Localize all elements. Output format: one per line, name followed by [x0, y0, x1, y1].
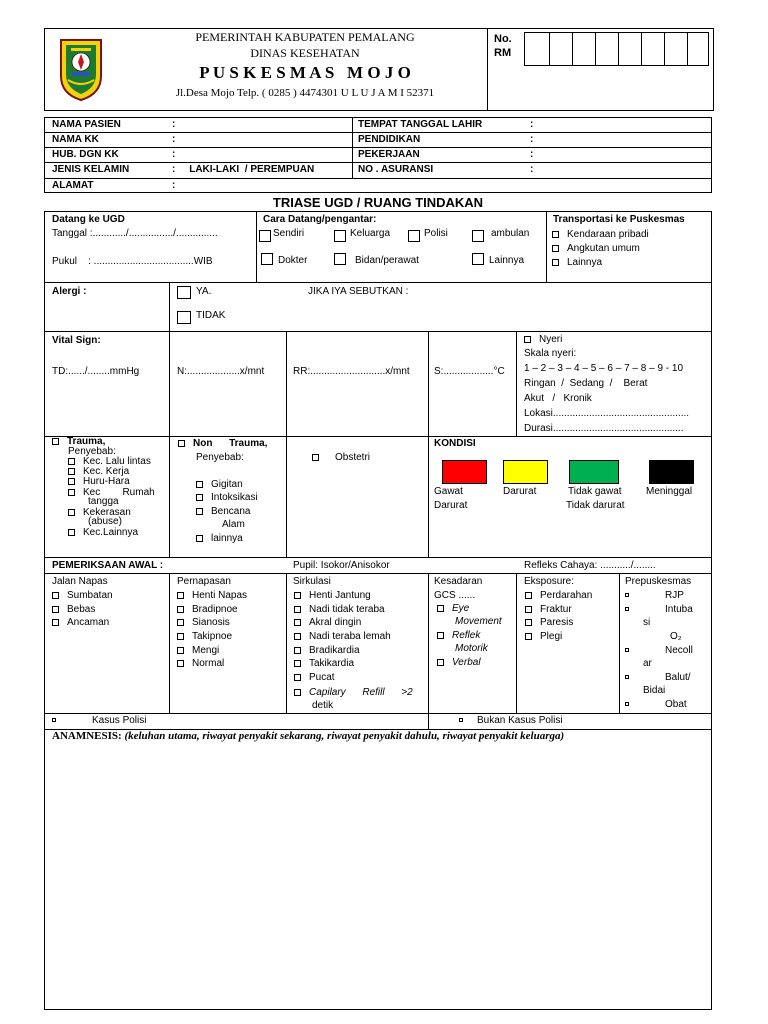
checkbox-icon	[625, 607, 629, 611]
row-line	[44, 557, 712, 558]
head-of-family-label: NAMA KK	[52, 134, 99, 145]
checkbox-icon	[294, 592, 301, 599]
arrival-date-field[interactable]: Tanggal :............/................/...............	[52, 228, 218, 239]
allergy-specify-label: JIKA IYA SEBUTKAN :	[308, 286, 409, 297]
obstetric-label: Obstetri	[335, 452, 371, 463]
head-of-family-field[interactable]: :	[172, 134, 176, 145]
trauma-violence-label: Kekerasan	[83, 507, 131, 518]
breathing-arrest-label: Henti Napas	[192, 590, 248, 601]
non-trauma-other-option[interactable]	[196, 533, 243, 545]
gcs-verbal-label: Verbal	[452, 657, 481, 668]
checkbox-icon	[294, 633, 301, 640]
non-trauma-label: Non Trauma,	[193, 438, 268, 449]
col-line	[169, 573, 170, 713]
checkbox-icon	[68, 478, 75, 485]
police-case-label: Kasus Polisi	[92, 715, 147, 726]
pre-cpr-label: RJP	[665, 590, 684, 601]
col-line	[286, 436, 287, 557]
breathing-tachy-label: Takipnoe	[192, 631, 233, 642]
pain-label: Nyeri	[539, 334, 563, 345]
breathing-brady-label: Bradipnoe	[192, 604, 238, 615]
checkbox-icon	[294, 674, 301, 681]
row-line	[44, 436, 712, 437]
escort-police-checkbox[interactable]	[408, 230, 420, 242]
breathing-cyanosis-option[interactable]	[177, 617, 230, 629]
circulation-arrest-label: Henti Jantung	[309, 590, 371, 601]
condition-yellow-swatch[interactable]	[503, 460, 548, 484]
not-police-case-label: Bukan Kasus Polisi	[477, 715, 563, 726]
breathing-wheeze-option[interactable]	[177, 645, 219, 657]
airway-obstructed-label: Sumbatan	[67, 590, 113, 601]
allergy-label: Alergi :	[52, 286, 87, 297]
checkbox-icon	[177, 647, 184, 654]
trauma-violence-cont: (abuse)	[88, 516, 122, 527]
temperature-field[interactable]: S:..................°C	[434, 366, 505, 377]
gender-label: JENIS KELAMIN	[52, 164, 130, 175]
checkbox-icon	[437, 632, 444, 639]
anamnesis-label: ANAMNESIS:	[52, 730, 122, 742]
pre-intubation-cont: si	[643, 617, 651, 628]
circulation-brady-label: Bradikardia	[309, 645, 360, 656]
checkbox-icon	[552, 259, 559, 266]
pre-bandage-option[interactable]	[625, 672, 691, 684]
address-label: ALAMAT	[52, 180, 94, 191]
gcs-verbal-option[interactable]	[437, 657, 481, 669]
checkbox-icon	[437, 659, 444, 666]
rm-label-rm: RM	[494, 47, 512, 59]
checkbox-icon	[52, 619, 59, 626]
airway-threat-option[interactable]	[52, 617, 109, 629]
anamnesis-heading	[52, 730, 564, 743]
checkbox-icon	[196, 494, 203, 501]
circulation-title: Sirkulasi	[293, 576, 331, 587]
circulation-cold-option[interactable]	[294, 617, 361, 629]
checkbox-icon	[552, 231, 559, 238]
trauma-label: Trauma,	[67, 436, 106, 447]
checkbox-icon	[625, 648, 629, 652]
row-line	[44, 162, 712, 163]
airway-threat-label: Ancaman	[67, 617, 110, 628]
exposure-bleeding-label: Perdarahan	[540, 590, 593, 601]
exposure-fracture-option[interactable]	[525, 604, 572, 616]
non-trauma-option[interactable]	[178, 438, 267, 450]
escort-ambulance-label: ambulan	[491, 228, 530, 239]
trauma-work-label: Kec. Kerja	[83, 466, 130, 477]
pain-intensity[interactable]: Ringan / Sedang / Berat	[524, 378, 648, 389]
condition-black-label: Meninggal	[646, 486, 693, 497]
gender-field[interactable]: : LAKI-LAKI / PEREMPUAN	[172, 164, 315, 175]
row-line	[44, 132, 712, 133]
pupil-field[interactable]: Pupil: Isokor/Anisokor	[293, 560, 390, 571]
address-field[interactable]: :	[172, 180, 176, 191]
gcs-motor-label: Reflek	[452, 630, 481, 641]
exam-title: PEMERIKSAAN AWAL :	[52, 560, 164, 571]
pre-collar-label: Necoll	[665, 645, 693, 656]
checkbox-icon	[294, 660, 301, 667]
col-line	[169, 282, 170, 331]
circulation-tachy-label: Takikardia	[309, 658, 355, 669]
circulation-pale-label: Pucat	[309, 672, 335, 683]
trauma-cause-label: Penyebab:	[68, 446, 116, 457]
non-trauma-intox-option[interactable]	[196, 492, 258, 504]
non-trauma-disaster-label: Bencana	[211, 506, 251, 517]
col-line	[428, 713, 429, 730]
escort-doctor-checkbox[interactable]	[261, 253, 273, 265]
transport-other-label: Lainnya	[567, 257, 603, 268]
col-line	[546, 211, 547, 282]
pre-intubation-option[interactable]	[625, 604, 693, 616]
col-line	[169, 331, 170, 436]
arrival-time-field[interactable]: Pukul : ....................................WIB	[52, 256, 213, 267]
row-line	[44, 282, 712, 283]
breathing-cyanosis-label: Sianosis	[192, 617, 230, 628]
rm-cell-line	[641, 32, 642, 66]
circulation-cold-label: Akral dingin	[309, 617, 362, 628]
pain-type[interactable]: Akut / Kronik	[524, 393, 592, 404]
breathing-wheeze-label: Mengi	[192, 645, 220, 656]
col-line	[516, 573, 517, 713]
col-line	[428, 331, 429, 436]
escort-self-checkbox[interactable]	[259, 230, 271, 242]
pre-cpr-option[interactable]	[625, 590, 684, 602]
checkbox-icon	[625, 675, 629, 679]
trauma-other-option[interactable]	[68, 527, 138, 539]
pre-bandage-label: Balut/	[665, 672, 691, 683]
checkbox-icon	[177, 592, 184, 599]
non-trauma-intox-label: Intoksikasi	[211, 492, 258, 503]
col-line	[428, 436, 429, 557]
condition-black-swatch[interactable]	[649, 460, 694, 484]
circulation-nopulse-label: Nadi tidak teraba	[309, 604, 385, 615]
circulation-brady-option[interactable]	[294, 645, 360, 657]
circulation-weak-option[interactable]	[294, 631, 391, 643]
rm-cell-line	[572, 32, 573, 66]
pain-duration-field[interactable]: Durasi...............................................	[524, 423, 684, 434]
checkbox-icon	[294, 619, 301, 626]
obstetric-option[interactable]	[312, 452, 370, 464]
condition-yellow-label: Darurat	[503, 486, 537, 497]
checkbox-icon	[552, 245, 559, 252]
pulse-field[interactable]: N:...................x/mnt	[177, 366, 265, 377]
circulation-crt-option[interactable]	[294, 687, 413, 699]
non-trauma-cause-label: Penyebab:	[196, 452, 244, 463]
trauma-riot-label: Huru-Hara	[83, 476, 130, 487]
transport-other-option[interactable]	[552, 257, 602, 269]
condition-green-label-1: Tidak gawat	[568, 486, 622, 497]
vital-title: Vital Sign:	[52, 335, 101, 346]
checkbox-icon	[178, 440, 185, 447]
non-trauma-bite-label: Gigitan	[211, 479, 243, 490]
rm-cell-line	[618, 32, 619, 66]
checkbox-icon	[68, 509, 75, 516]
allergy-yes-checkbox[interactable]	[177, 286, 191, 299]
checkbox-icon	[52, 606, 59, 613]
breathing-brady-option[interactable]	[177, 604, 238, 616]
rm-cell-line	[664, 32, 665, 66]
rm-cell-line	[549, 32, 550, 66]
not-police-case-option[interactable]	[459, 715, 563, 727]
gcs-motor-option[interactable]	[437, 630, 480, 642]
col-line	[169, 436, 170, 557]
checkbox-icon	[177, 619, 184, 626]
address-line: Jl.Desa Mojo Telp. ( 0285 ) 4474301 U L U J A M I 52371	[175, 87, 435, 99]
pain-option[interactable]	[524, 334, 562, 346]
rm-cell-line	[595, 32, 596, 66]
escort-police-label: Polisi	[424, 228, 448, 239]
circulation-nopulse-option[interactable]	[294, 604, 385, 616]
insurance-label: NO . ASURANSI	[358, 164, 434, 175]
escort-doctor-label: Dokter	[278, 255, 308, 266]
triage-title: TRIASE UGD / RUANG TINDAKAN	[272, 195, 484, 210]
pain-scale-label: Skala nyeri:	[524, 348, 577, 359]
insurance-field[interactable]: :	[530, 164, 534, 175]
arrival-title: Datang ke UGD	[52, 214, 125, 225]
trauma-traffic-label: Kec. Lalu lintas	[83, 456, 151, 467]
patient-col-divider	[352, 117, 353, 179]
transport-private-option[interactable]	[552, 229, 649, 241]
checkbox-icon	[294, 647, 301, 654]
col-line	[286, 573, 287, 713]
transport-private-label: Kendaraan pribadi	[567, 229, 649, 240]
exposure-paresis-option[interactable]	[525, 617, 573, 629]
escort-family-checkbox[interactable]	[334, 230, 346, 242]
rm-label-no: No.	[494, 33, 512, 45]
airway-clear-label: Bebas	[67, 604, 96, 615]
education-label: PENDIDIKAN	[358, 134, 421, 145]
exposure-paresis-label: Paresis	[540, 617, 574, 628]
patient-name-label: NAMA PASIEN	[52, 119, 121, 130]
escort-self-label: Sendiri	[273, 228, 305, 239]
condition-red-label-1: Gawat	[434, 486, 463, 497]
rm-divider	[487, 28, 488, 111]
trauma-other-label: Kec.Lainnya	[83, 527, 139, 538]
checkbox-icon	[52, 592, 59, 599]
escort-midwife-checkbox[interactable]	[334, 253, 346, 265]
prepuskesmas-title: Prepuskesmas	[625, 576, 692, 587]
trauma-home-label: Kec Rumah	[83, 487, 155, 498]
escort-ambulance-checkbox[interactable]	[472, 230, 484, 242]
gov-line: PEMERINTAH KABUPATEN PEMALANG	[195, 30, 415, 44]
checkbox-icon	[524, 336, 531, 343]
relation-field[interactable]: :	[172, 149, 176, 160]
police-case-option[interactable]	[52, 715, 146, 727]
breathing-tachy-option[interactable]	[177, 631, 232, 643]
gcs-eye-label: Eye	[452, 603, 470, 614]
circulation-weak-label: Nadi teraba lemah	[309, 631, 391, 642]
circulation-pale-option[interactable]	[294, 672, 335, 684]
exposure-title: Eksposure:	[524, 576, 575, 587]
pre-medicine-option[interactable]	[625, 699, 687, 711]
pre-oxygen-label: O₂	[670, 631, 682, 642]
checkbox-icon	[437, 605, 444, 612]
gcs-field[interactable]: GCS ......	[434, 590, 476, 601]
birth-label: TEMPAT TANGGAL LAHIR	[358, 119, 483, 130]
row-line	[44, 573, 712, 574]
row-line	[44, 713, 712, 714]
transport-public-label: Angkutan umum	[567, 243, 640, 254]
escort-midwife-label: Bidan/perawat	[355, 255, 419, 266]
col-line	[428, 573, 429, 713]
blood-pressure-field[interactable]: TD:....../........mmHg	[52, 366, 140, 377]
checkbox-icon	[625, 702, 629, 706]
condition-red-label-2: Darurat	[434, 500, 468, 511]
row-line	[44, 147, 712, 148]
checkbox-icon	[68, 529, 75, 536]
pain-scale[interactable]: 1 – 2 – 3 – 4 – 5 – 6 – 7 – 8 – 9 - 10	[524, 363, 684, 374]
checkbox-icon	[68, 489, 75, 496]
checkbox-icon	[312, 454, 319, 461]
checkbox-icon	[525, 606, 532, 613]
row-line	[44, 331, 712, 332]
anamnesis-hint: (keluhan utama, riwayat penyakit sekarang, riwayat penyakit dahulu, riwayat penyakit keluarga)	[124, 730, 565, 742]
checkbox-icon	[525, 592, 532, 599]
circulation-crt-label: Capilary Refill >2	[309, 687, 413, 698]
checkbox-icon	[196, 481, 203, 488]
pre-bandage-cont: Bidai	[643, 685, 666, 696]
transport-public-option[interactable]	[552, 243, 640, 255]
col-line	[516, 331, 517, 436]
checkbox-icon	[52, 718, 56, 722]
non-trauma-disaster-cont: Alam	[222, 519, 245, 530]
non-trauma-bite-option[interactable]	[196, 479, 243, 491]
allergy-yes-label: YA.	[196, 286, 212, 297]
rm-number-field[interactable]	[524, 32, 709, 66]
airway-title: Jalan Napas	[52, 576, 108, 587]
airway-obstructed-option[interactable]	[52, 590, 113, 602]
checkbox-icon	[68, 468, 75, 475]
relation-label: HUB. DGN KK	[52, 149, 119, 160]
col-line	[286, 331, 287, 436]
row-line	[44, 178, 712, 179]
escort-other-label: Lainnya	[489, 255, 525, 266]
breathing-normal-label: Normal	[192, 658, 225, 669]
checkbox-icon	[196, 508, 203, 515]
col-line	[256, 211, 257, 282]
birth-field[interactable]: :	[530, 119, 534, 130]
regency-logo	[58, 36, 104, 102]
exposure-fracture-label: Fraktur	[540, 604, 572, 615]
breathing-normal-option[interactable]	[177, 658, 224, 670]
occupation-label: PEKERJAAN	[358, 149, 420, 160]
checkbox-icon	[52, 438, 59, 445]
checkbox-icon	[177, 606, 184, 613]
escort-other-checkbox[interactable]	[472, 253, 484, 265]
transport-title: Transportasi ke Puskesmas	[553, 214, 685, 225]
checkbox-icon	[459, 718, 463, 722]
checkbox-icon	[525, 633, 532, 640]
allergy-no-label: TIDAK	[196, 310, 226, 321]
allergy-no-checkbox[interactable]	[177, 311, 191, 324]
dept-line: DINAS KESEHATAN	[250, 46, 360, 60]
exposure-plegia-option[interactable]	[525, 631, 562, 643]
checkbox-icon	[177, 633, 184, 640]
checkbox-icon	[68, 458, 75, 465]
non-trauma-other-label: lainnya	[211, 533, 243, 544]
occupation-field[interactable]: :	[530, 149, 534, 160]
condition-green-label-2: Tidak darurat	[566, 500, 625, 511]
exposure-bleeding-option[interactable]	[525, 590, 592, 602]
pre-collar-option[interactable]	[625, 645, 693, 657]
non-trauma-disaster-option[interactable]	[196, 506, 250, 518]
checkbox-icon	[294, 606, 301, 613]
escort-title: Cara Datang/pengantar:	[263, 214, 377, 225]
circulation-crt-cont: detik	[312, 700, 334, 711]
airway-clear-option[interactable]	[52, 604, 95, 616]
light-reflex-field[interactable]: Refleks Cahaya: .........../........	[524, 560, 656, 571]
exposure-plegia-label: Plegi	[540, 631, 563, 642]
condition-red-swatch[interactable]	[442, 460, 487, 484]
breathing-title: Pernapasan	[177, 576, 231, 587]
education-field[interactable]: :	[530, 134, 534, 145]
gcs-eye-option[interactable]	[437, 603, 469, 615]
patient-name-field[interactable]: :	[172, 119, 176, 130]
pre-collar-cont: ar	[643, 658, 652, 669]
col-line	[619, 573, 620, 713]
page-title: P U S K E S M A S M O J O	[199, 63, 411, 82]
checkbox-icon	[625, 593, 629, 597]
trauma-home-cont: tangga	[88, 496, 119, 507]
condition-title: KONDISI	[434, 438, 476, 449]
breathing-arrest-option[interactable]	[177, 590, 247, 602]
pre-intubation-label: Intuba	[665, 604, 693, 615]
gcs-eye-cont: Movement	[455, 616, 502, 627]
pre-medicine-label: Obat	[665, 699, 687, 710]
checkbox-icon	[196, 535, 203, 542]
pain-location-field[interactable]: Lokasi.................................................	[524, 408, 690, 419]
gcs-motor-cont: Motorik	[455, 643, 488, 654]
condition-green-swatch[interactable]	[569, 460, 619, 484]
checkbox-icon	[294, 689, 301, 696]
escort-family-label: Keluarga	[350, 228, 391, 239]
checkbox-icon	[177, 660, 184, 667]
respiration-field[interactable]: RR:...........................x/mnt	[293, 366, 410, 377]
rm-cell-line	[687, 32, 688, 66]
checkbox-icon	[525, 619, 532, 626]
consciousness-title: Kesadaran	[434, 576, 483, 587]
circulation-arrest-option[interactable]	[294, 590, 371, 602]
anamnesis-box[interactable]	[44, 729, 712, 1010]
circulation-tachy-option[interactable]	[294, 658, 354, 670]
